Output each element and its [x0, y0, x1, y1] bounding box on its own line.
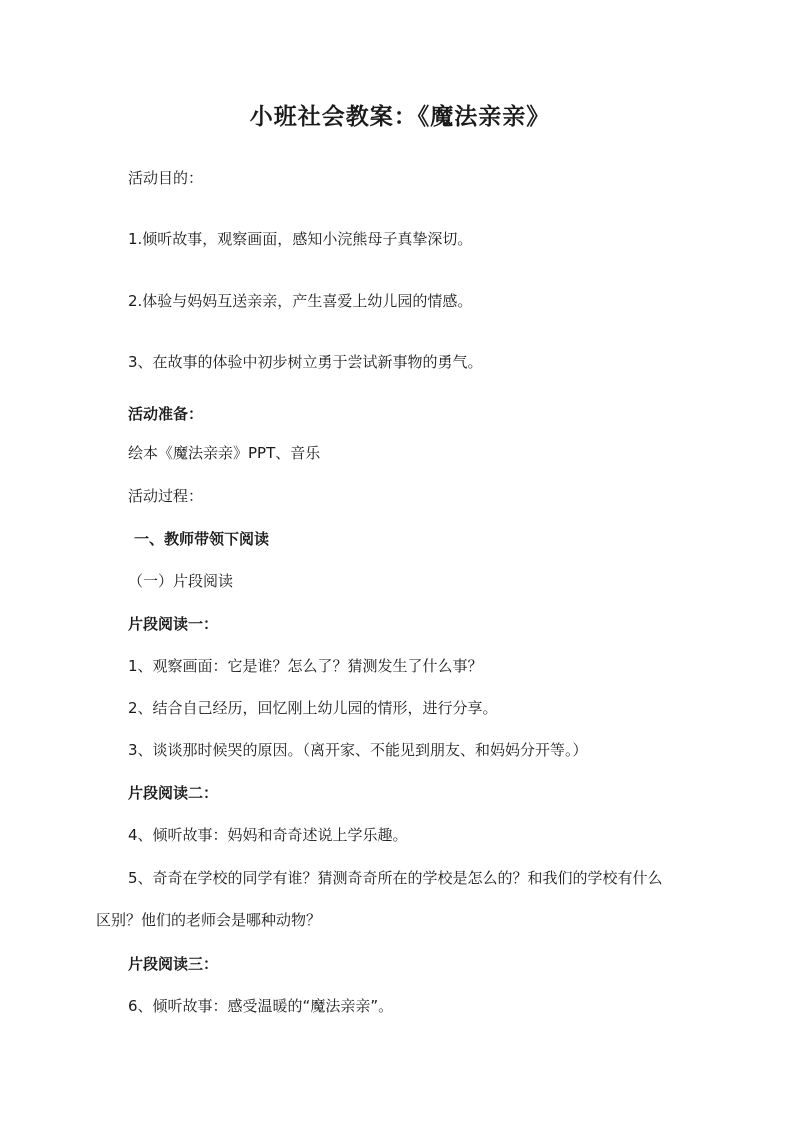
fragment1-item-3: 3、谈谈那时候哭的原因。（离开家、不能见到朋友、和妈妈分开等。）: [128, 741, 588, 759]
goal-item-1: 1.倾听故事，观察画面，感知小浣熊母子真挚深切。: [128, 230, 473, 248]
fragment1-item-2: 2、结合自己经历，回忆刚上幼儿园的情形，进行分享。: [128, 699, 498, 717]
prep-text: 绘本《魔法亲亲》PPT、音乐: [128, 444, 321, 462]
fragment2-item-5-line2: 区别？他们的老师会是哪种动物？: [96, 911, 322, 929]
fragment3-heading: 片段阅读三：: [128, 955, 219, 973]
goal-item-3: 3、在故事的体验中初步树立勇于尝试新事物的勇气。: [128, 353, 483, 371]
goal-item-2: 2.体验与妈妈互送亲亲，产生喜爱上幼儿园的情感。: [128, 292, 473, 310]
goals-heading: 活动目的：: [128, 169, 204, 187]
subsection1-heading: （一）片段阅读: [128, 572, 234, 590]
document-title: 小班社会教案：《魔法亲亲》: [249, 103, 551, 130]
fragment2-heading: 片段阅读二：: [128, 784, 219, 802]
fragment3-item-6: 6、倾听故事：感受温暖的“魔法亲亲”。: [128, 997, 394, 1015]
fragment2-item-4: 4、倾听故事：妈妈和奇奇述说上学乐趣。: [128, 826, 408, 844]
fragment2-item-5-line1: 5、奇奇在学校的同学有谁？猜测奇奇所在的学校是怎么的？和我们的学校有什么: [128, 869, 663, 887]
process-heading: 活动过程：: [128, 487, 204, 505]
fragment1-heading: 片段阅读一：: [128, 615, 219, 633]
prep-heading: 活动准备：: [128, 405, 204, 423]
fragment1-item-1: 1、观察画面：它是谁？怎么了？猜测发生了什么事？: [128, 657, 483, 675]
section1-heading: 一、教师带领下阅读: [134, 530, 270, 548]
